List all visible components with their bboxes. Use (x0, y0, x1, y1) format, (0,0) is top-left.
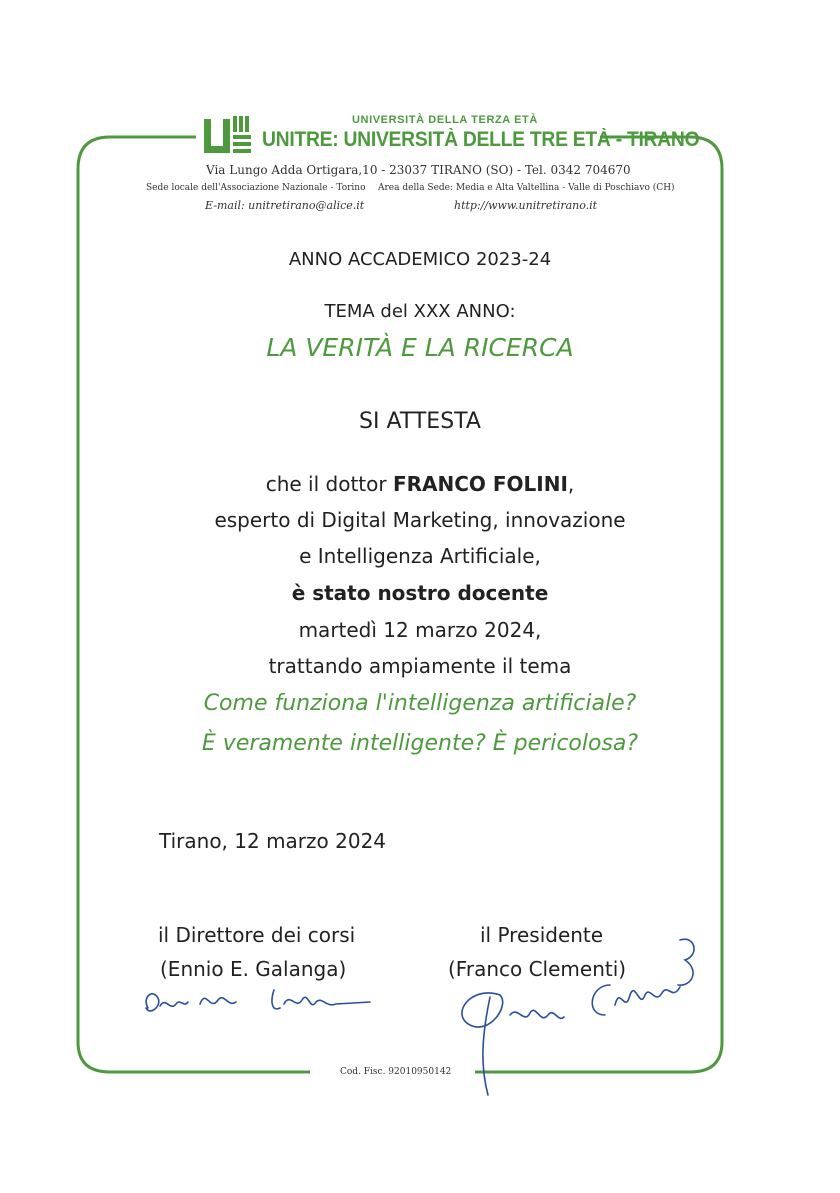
place-date: Tirano, 12 marzo 2024 (159, 829, 387, 853)
president-title: il Presidente (480, 923, 604, 947)
unitre-logo-icon (204, 116, 256, 156)
president-name: (Franco Clementi) (448, 957, 627, 981)
theme-label: TEMA del XXX ANNO: (324, 301, 516, 322)
line1-suffix: , (567, 472, 575, 496)
university-subtitle: UNIVERSITÀ DELLA TERZA ETÀ (352, 114, 538, 126)
topic-line-2: È veramente intelligente? È pericolosa? (201, 731, 639, 756)
topic-line-1: Come funziona l'intelligenza artificiale? (203, 691, 637, 716)
academic-year: ANNO ACCADEMICO 2023-24 (288, 249, 552, 270)
director-signature-icon (140, 978, 390, 1023)
attestation-line-3: e Intelligenza Artificiale, (299, 544, 541, 568)
university-name: UNITRE: UNIVERSITÀ DELLE TRE ETÀ - TIRANO (262, 128, 700, 151)
attestation-line-5: martedì 12 marzo 2024, (298, 618, 542, 642)
seat-info-left: Sede locale dell'Associazione Nazionale - Torino (146, 183, 366, 193)
theme-title: LA VERITÀ E LA RICERCA (266, 333, 574, 362)
seat-info-right: Area della Sede: Media e Alta Valtellina - Valle di Poschiavo (CH) (378, 183, 675, 193)
director-name: (Ennio E. Galanga) (160, 957, 347, 981)
attestation-line-6: trattando ampiamente il tema (268, 654, 572, 678)
attest-heading: SI ATTESTA (359, 409, 481, 434)
person-name: FRANCO FOLINI (392, 472, 568, 496)
address: Via Lungo Adda Ortigara,10 - 23037 TIRANO (SO) - Tel. 0342 704670 (206, 163, 631, 177)
website-link: http://www.unitretirano.it (454, 199, 598, 212)
fiscal-code: Cod. Fisc. 92010950142 (340, 1067, 452, 1077)
president-signature-icon (440, 925, 710, 1105)
line1-prefix: che il dottor (265, 472, 393, 496)
director-title: il Direttore dei corsi (158, 923, 356, 947)
attestation-line-1 (0, 472, 840, 496)
attestation-line-2: esperto di Digital Marketing, innovazione (214, 508, 626, 532)
attestation-line-4: è stato nostro docente (291, 581, 549, 605)
email-address: E-mail: unitretirano@alice.it (205, 199, 365, 212)
